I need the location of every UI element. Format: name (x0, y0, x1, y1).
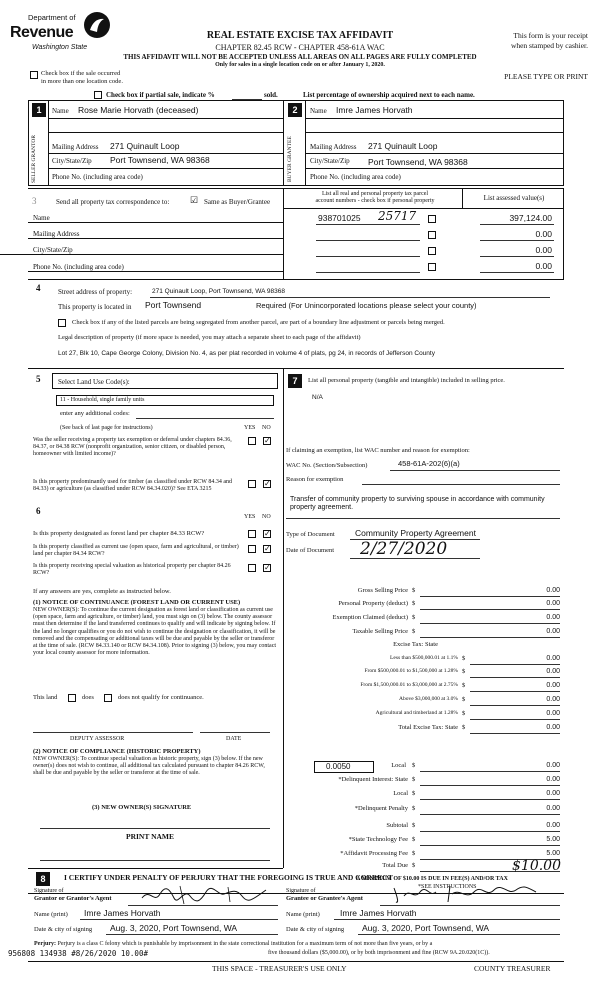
buyer-city-label: City/State/Zip (310, 157, 350, 165)
partial-sale-checkbox[interactable] (94, 91, 102, 99)
only-for-line: Only for sales in a single location code on or after January 1, 2020. (215, 62, 385, 68)
grantor-sig-label1: Signature of (34, 888, 64, 894)
total-due-label: Total Due (382, 862, 408, 869)
total-state-dollar: $ (462, 724, 466, 731)
corr-name-label: Name (33, 214, 50, 222)
local-label: Local (391, 762, 406, 769)
seller-city-value[interactable]: Port Townsend, WA 98368 (110, 155, 210, 165)
assessed-value[interactable]: 0.00 (535, 245, 552, 255)
legal-label: Legal description of property (if more space is needed, you may attach a separate sheet to each page of the affidavit) (58, 334, 361, 341)
local-dollar: $ (412, 762, 416, 769)
s5-q2-yes[interactable] (248, 480, 256, 488)
located-label: This property is located in (58, 303, 132, 311)
s6-q1-yes[interactable] (248, 530, 256, 538)
delinq-state-dollar: $ (412, 776, 416, 783)
tier-2-value[interactable]: 0.00 (546, 682, 560, 689)
total-state-label: Total Excise Tax: State (398, 724, 458, 731)
delinq-local-dollar: $ (412, 790, 416, 797)
this-land-label: This land (33, 694, 58, 701)
s6-q2-no[interactable]: ✓ (264, 544, 271, 553)
s5-no-header: NO (262, 425, 271, 431)
located-value[interactable]: Port Townsend (145, 300, 202, 310)
new-owner-signature-line[interactable] (40, 828, 270, 829)
does-not-label: does not qualify for continuance. (118, 694, 204, 701)
grantor-date-label: Date & city of signing (34, 926, 93, 933)
subtotal-label: Subtotal (386, 822, 408, 829)
dept-line3: Washington State (32, 44, 88, 51)
calc-0-label: Gross Selling Price (357, 587, 408, 594)
street-value[interactable]: 271 Quinault Loop, Port Townsend, WA 98368 (152, 288, 285, 295)
delinq-penalty-label: *Delinquent Penalty (354, 805, 408, 812)
print-name-label: PRINT NAME (126, 832, 174, 841)
required-note: Required (For Unincorporated locations please select your county) (256, 301, 477, 310)
tech-fee-value[interactable]: 5.00 (546, 836, 560, 843)
doc-type-value[interactable]: Community Property Agreement (355, 528, 476, 538)
grantor-name-label: Name (print) (34, 911, 68, 918)
tier-0-label: Less than $500,000.01 at 1.1% (390, 655, 458, 661)
same-as-checkbox[interactable]: ☑ (190, 195, 199, 205)
tier-3-label: Above $3,000,000 at 3.0% (399, 696, 458, 702)
see-back-label: (See back of last page for instructions) (60, 425, 153, 431)
excise-state-label: Excise Tax: State (393, 641, 438, 648)
total-state-value[interactable]: 0.00 (546, 724, 560, 731)
s6-q3-yes[interactable] (248, 564, 256, 572)
doc-type-label: Type of Document (286, 531, 335, 538)
s6-q1-no[interactable]: ✓ (264, 529, 271, 538)
calc-0-value[interactable]: 0.00 (546, 587, 560, 594)
section-3-number: 3 (32, 196, 37, 206)
list-pct-label: List percentage of ownership acquired next to each name. (303, 91, 475, 99)
grantee-date-label: Date & city of signing (286, 926, 345, 933)
calc-1-value[interactable]: 0.00 (546, 600, 560, 607)
segregated-label: Check box if any of the listed parcels are being segregated from another parcel, are part of a boundary line adjustment or parcels being merged. (72, 319, 445, 326)
s5-q2-no[interactable]: ✓ (264, 479, 271, 488)
land-use-label: Select Land Use Code(s): (58, 378, 130, 386)
seller-phone-label: Phone No. (including area code) (52, 173, 143, 181)
dept-line1: Department of (28, 13, 76, 22)
local-rate-value: 0.0050 (326, 762, 351, 771)
delinq-state-label: *Delinquent Interest: State (338, 776, 408, 783)
partial-sale-label: Check box if partial sale, indicate % (106, 91, 215, 99)
buyer-name-value[interactable]: Imre James Horvath (336, 105, 413, 115)
send-correspondence-label: Send all property tax correspondence to: (56, 198, 170, 206)
form-subtitle: CHAPTER 82.45 RCW - CHAPTER 458-61A WAC (215, 43, 385, 52)
additional-codes-label: enter any additional codes: (60, 410, 130, 417)
section-7-number: 7 (288, 374, 302, 388)
same-as-label: Same as Buyer/Grantee (204, 198, 271, 206)
total-due-dollar: $ (412, 862, 416, 869)
new-owner-signature-label: (3) NEW OWNER(S) SIGNATURE (92, 804, 192, 811)
section-6-number: 6 (36, 506, 41, 516)
seller-name-label: Name (52, 107, 69, 115)
grantor-signature[interactable] (140, 884, 270, 906)
assessed-value[interactable]: 397,124.00 (509, 213, 552, 223)
multi-location-label1: Check box if the sale occurred (41, 70, 121, 77)
grantor-name-value[interactable]: Imre James Horvath (84, 908, 161, 918)
s5-q2: Is this property predominantly used for timber (as classified under RCW 84.34 and 84.33) or agriculture (as classified under RCW 84.34.020)? See ETA 3215 (33, 479, 233, 492)
dor-logo (8, 10, 108, 54)
calc-2-label: Exemption Claimed (deduct) (332, 614, 408, 621)
local-value[interactable]: 0.00 (546, 762, 560, 769)
calc-3-value[interactable]: 0.00 (546, 628, 560, 635)
proc-fee-dollar: $ (412, 850, 416, 857)
proc-fee-value[interactable]: 5.00 (546, 850, 560, 857)
buyer-city-value[interactable]: Port Townsend, WA 98368 (368, 157, 468, 167)
deputy-assessor-label: DEPUTY ASSESSOR (70, 736, 125, 742)
parcel-handwritten: 25717 (378, 209, 417, 223)
total-due-handwritten: $10.00 (512, 858, 561, 874)
personal-property-checkbox[interactable] (428, 215, 436, 223)
subtotal-value[interactable]: 0.00 (546, 822, 560, 829)
see-instructions: *SEE INSTRUCTIONS (418, 884, 477, 890)
doc-date-label: Date of Document (286, 547, 335, 554)
grantee-sig-label1: Signature of (286, 888, 316, 894)
section-5-number: 5 (36, 374, 41, 384)
perjury-line (34, 941, 594, 948)
personal-property-checkbox[interactable] (428, 231, 436, 239)
does-label: does (82, 694, 94, 701)
buyer-mailing-value[interactable]: 271 Quinault Loop (368, 141, 438, 151)
s6-q2-yes[interactable] (248, 545, 256, 553)
assessed-header: List assessed value(s) (483, 194, 545, 202)
dor-logo-icon (82, 10, 112, 40)
type-or-print: PLEASE TYPE OR PRINT (504, 72, 588, 81)
calc-3-dollar: $ (412, 628, 416, 635)
personal-property-checkbox[interactable] (428, 263, 436, 271)
county-treasurer: COUNTY TREASURER (474, 964, 551, 973)
delinq-local-value[interactable]: 0.00 (546, 790, 560, 797)
sold-label: sold. (264, 91, 278, 99)
seller-city-label: City/State/Zip (52, 157, 92, 165)
receipt-stamp: 956808 134938 #8/26/2020 10.00# (8, 949, 148, 958)
corr-city-label: City/State/Zip (33, 246, 73, 254)
calc-3-label: Taxable Selling Price (352, 628, 408, 635)
wac-label: WAC No. (Section/Subsection) (286, 462, 368, 469)
list-personal-label: List all personal property (tangible and intangible) included in selling price. (308, 377, 505, 384)
tier-3-value[interactable]: 0.00 (546, 696, 560, 703)
section-2-number: 2 (288, 103, 302, 117)
tier-0-value[interactable]: 0.00 (546, 655, 560, 662)
grantor-date-value[interactable]: Aug. 3, 2020, Port Townsend, WA (110, 923, 238, 933)
grantee-name-label: Name (print) (286, 911, 320, 918)
perjury-label: Perjury: (34, 941, 56, 947)
wac-value[interactable]: 458-61A-202(6)(a) (398, 459, 460, 468)
assessed-value[interactable]: 0.00 (535, 261, 552, 271)
multi-location-checkbox[interactable] (30, 71, 38, 79)
reason-label: Reason for exemption (286, 476, 344, 483)
corr-mailing-label: Mailing Address (33, 230, 80, 238)
land-does-checkbox[interactable] (68, 694, 76, 702)
continuance-body: NEW OWNER(S): To continue the current designation as forest land or classification as current use (open space, farm and agriculture, or timber) land, you must sign on (3) below. The county assessor must then determine if the land transferred continues to qualify and will indicate by signing below. If the land no longer qualifies or you do not wish to continue the designation or classification, it will be removed and the compensating or additional taxes will be due and payable by the seller or transferor at the time of sale. (RCW 84.33.140 or RCW 84.34.108). Prior to signing (3) below, you may contact your local county assessor for more information. (33, 607, 277, 657)
delinq-local-label: Local (393, 790, 408, 797)
dept-line2: Revenue (10, 24, 74, 41)
grantor-sig-label2: Grantor or Grantor's Agent (34, 895, 112, 902)
compliance-title: (2) NOTICE OF COMPLIANCE (HISTORIC PROPERTY) (33, 748, 201, 755)
receipt-line2: when stamped by cashier. (510, 41, 588, 50)
s6-q2: Is this property classified as current use (open space, farm and agricultural, or timber) land per chapter 84.34 RCW? (33, 544, 239, 557)
seller-name-value[interactable]: Rose Marie Horvath (deceased) (78, 105, 199, 115)
grantee-signature[interactable] (390, 882, 540, 906)
buyer-name-label: Name (310, 107, 327, 115)
print-name-line[interactable] (40, 860, 270, 861)
calc-0-dollar: $ (412, 587, 416, 594)
doc-date-value[interactable]: 2/27/2020 (360, 539, 448, 559)
grantee-name-value[interactable]: Imre James Horvath (340, 908, 417, 918)
tier-2-dollar: $ (462, 682, 466, 689)
personal-value[interactable]: N/A (312, 394, 323, 401)
legal-value[interactable]: Lot 27, Blk 10, Cape George Colony, Division No. 4, as per plat recorded in volume 4 of plats, pg 24, in records of Jefferson County (58, 350, 435, 357)
s6-q3-no[interactable]: ✓ (264, 563, 271, 572)
delinq-state-value[interactable]: 0.00 (546, 776, 560, 783)
land-use-value: 11 - Household, single family units (60, 397, 145, 403)
receipt-line1: This form is your receipt (513, 31, 588, 40)
assessed-value[interactable]: 0.00 (535, 229, 552, 239)
personal-property-checkbox[interactable] (428, 247, 436, 255)
tier-3-dollar: $ (462, 696, 466, 703)
delinq-penalty-dollar: $ (412, 805, 416, 812)
certify-text: I CERTIFY UNDER PENALTY OF PERJURY THAT THE FOREGOING IS TRUE AND CORRECT (64, 873, 393, 882)
calc-1-label: Personal Property (deduct) (338, 600, 408, 607)
if-any-yes: If any answers are yes, complete as instructed below. (33, 588, 171, 595)
s6-no-header: NO (262, 514, 271, 520)
reason-value[interactable]: Transfer of community property to surviving spouse in accordance with community property agreement. (290, 496, 545, 512)
street-label: Street address of property: (58, 288, 133, 296)
s6-q3: Is this property receiving special valuation as historical property per chapter 84.26 RCW? (33, 563, 231, 576)
s6-q1: Is this property designated as forest land per chapter 84.33 RCW? (33, 530, 205, 537)
tech-fee-dollar: $ (412, 836, 416, 843)
section-4-number: 4 (36, 283, 41, 293)
compliance-body: NEW OWNER(S): To continue special valuation as historic property, sign (3) below. If the new owner(s) does not wish to continue, all additional tax calculated pursuant to chapter 84.26 RCW, shall be due and payable by the seller or transferor at the time of sale. (33, 756, 265, 777)
treasurer-use: THIS SPACE - TREASURER'S USE ONLY (212, 964, 347, 973)
tier-2-label: From $1,500,000.01 to $3,000,000 at 2.75% (360, 682, 458, 688)
perjury-text2: five thousand dollars ($5,000.00), or by both imprisonment and fine (RCW 9A.20.020(1C)). (268, 950, 490, 956)
tier-4-label: Agricultural and timberland at 1.28% (375, 710, 458, 716)
proc-fee-label: *Affidavit Processing Fee (340, 850, 408, 857)
land-does-not-checkbox[interactable] (104, 694, 112, 702)
tier-1-dollar: $ (462, 668, 466, 675)
parcel-header-1: List all real and personal property tax parcel (321, 191, 429, 197)
perjury-text: Perjury is a class C felony which is punishable by imprisonment in the state correctional institution for a maximum term of not more than five years, or by a (57, 941, 433, 947)
s5-q1-no[interactable]: ✓ (264, 436, 271, 445)
buyer-side-label: BUYER GRANTEE (287, 136, 293, 182)
form-title: REAL ESTATE EXCISE TAX AFFIDAVIT (206, 30, 394, 41)
tech-fee-label: *State Technology Fee (348, 836, 408, 843)
seller-side-label: SELLER GRANTOR (31, 134, 37, 184)
section-1-number: 1 (32, 103, 46, 117)
seller-mailing-label: Mailing Address (52, 143, 99, 151)
warning-line: THIS AFFIDAVIT WILL NOT BE ACCEPTED UNLESS ALL AREAS ON ALL PAGES ARE FULLY COMPLETED (123, 53, 477, 61)
s5-q1: Was the seller receiving a property tax exemption or deferral under chapters 84.36, 84.37, or 84.38 RCW (nonprofit organization, senior citizen, or disabled person, homeowner with limited income)? (33, 437, 232, 457)
grantee-sig-label2: Grantee or Grantee's Agent (286, 895, 363, 902)
exemption-label: If claiming an exemption, list WAC number and reason for exemption: (286, 447, 470, 454)
calc-1-dollar: $ (412, 600, 416, 607)
calc-2-dollar: $ (412, 614, 416, 621)
tier-4-value[interactable]: 0.00 (546, 710, 560, 717)
tier-1-label: From $500,000.01 to $1,500,000 at 1.28% (364, 668, 458, 674)
parcel-header-2: account numbers - check box if personal property (315, 198, 435, 204)
tier-1-value[interactable]: 0.00 (546, 668, 560, 675)
continuance-title: (1) NOTICE OF CONTINUANCE (FOREST LAND OR CURRENT USE) (33, 599, 241, 606)
minimum-note: A MINIMUM OF $10.00 IS DUE IN FEE(S) AND/OR TAX (356, 876, 508, 882)
calc-2-value[interactable]: 0.00 (546, 614, 560, 621)
section-8-number: 8 (36, 872, 50, 886)
tier-0-dollar: $ (462, 655, 466, 662)
assessor-date-label: DATE (226, 736, 242, 742)
s5-q1-yes[interactable] (248, 437, 256, 445)
s5-yes-header: YES (244, 425, 256, 431)
segregated-checkbox[interactable] (58, 319, 66, 327)
parcel-number[interactable]: 938701025 (318, 213, 361, 223)
corr-phone-label: Phone No. (including area code) (33, 263, 124, 271)
buyer-mailing-label: Mailing Address (310, 143, 357, 151)
multi-location-label2: in more than one location code. (41, 78, 123, 85)
tier-4-dollar: $ (462, 710, 466, 717)
seller-mailing-value[interactable]: 271 Quinault Loop (110, 141, 180, 151)
buyer-phone-label: Phone No. (including area code) (310, 173, 401, 181)
grantee-date-value[interactable]: Aug. 3, 2020, Port Townsend, WA (362, 923, 490, 933)
s6-yes-header: YES (244, 514, 256, 520)
delinq-penalty-value[interactable]: 0.00 (546, 805, 560, 812)
subtotal-dollar: $ (412, 822, 416, 829)
